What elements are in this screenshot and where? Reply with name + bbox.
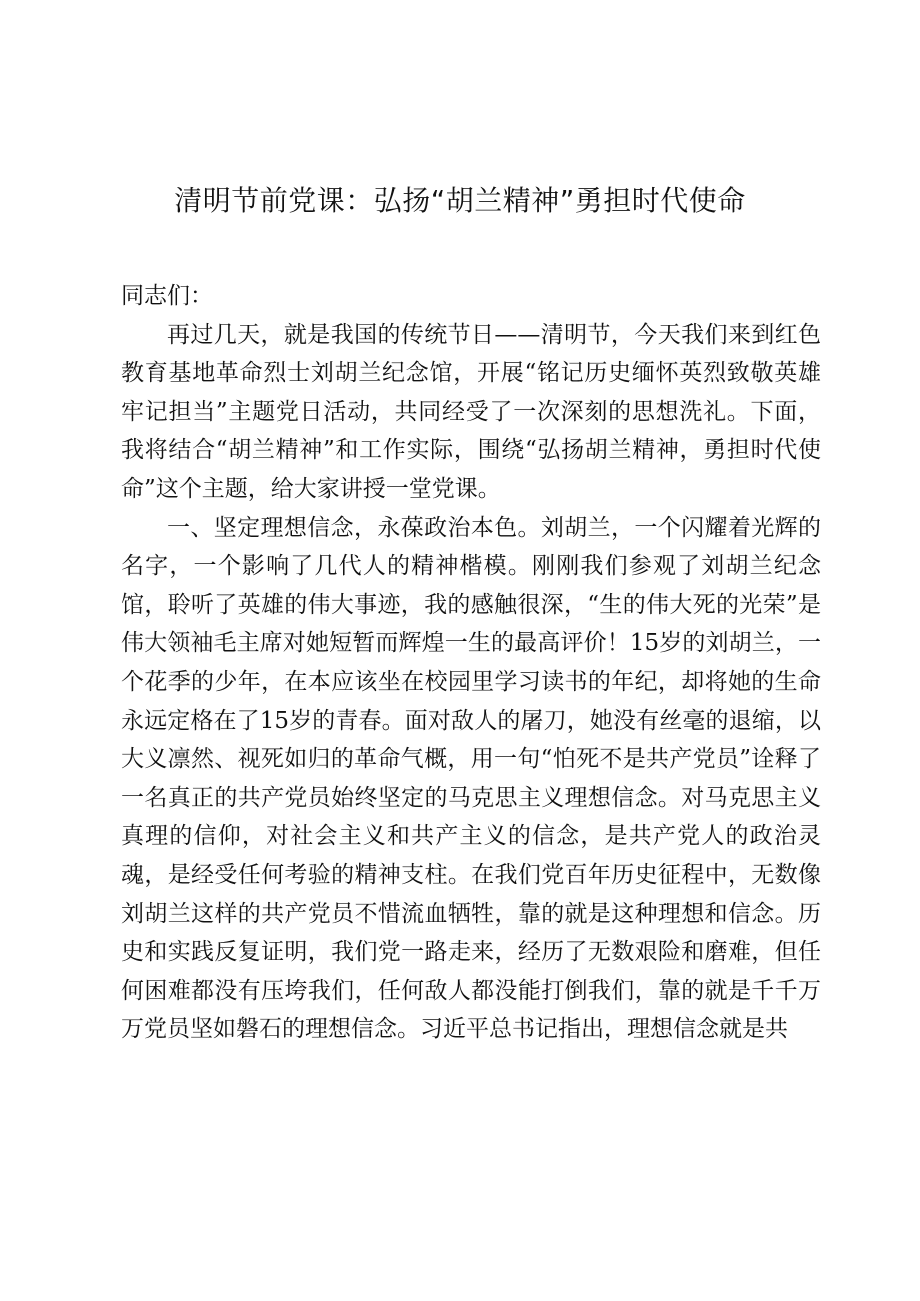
paragraph-intro: 再过几天，就是我国的传统节日——清明节，今天我们来到红色教育基地革命烈士刘胡兰纪念馆，开展“铭记历史缅怀英烈致敬英雄牢记担当”主题党日活动，共同经受了一次深刻的思想洗礼。下面，我将结合“胡兰精神”和工作实际，围绕“弘扬胡兰精神，勇担时代使命”这个主题，给大家讲授一堂党课。 xyxy=(121,321,821,502)
paragraph-section-one: 一、坚定理想信念，永葆政治本色。刘胡兰，一个闪耀着光辉的名字，一个影响了几代人的精神楷模。刚刚我们参观了刘胡兰纪念馆，聆听了英雄的伟大事迹，我的感触很深，“生的伟大死的光荣”是伟大领袖毛主席对她短暂而辉煌一生的最高评价！15岁的刘胡兰，一个花季的少年，在本应该坐在校园里学习读书的年纪，却将她的生命永远定格在了15岁的青春。面对敌人的屠刀，她没有丝毫的退缩，以大义凛然、视死如归的革命气概，用一句“怕死不是共产党员”诠释了一名真正的共产党员始终坚定的马克思主义理想信念。对马克思主义真理的信仰，对社会主义和共产主义的信念，是共产党人的政治灵魂，是经受任何考验的精神支柱。在我们党百年历史征程中，无数像刘胡兰这样的共产党员不惜流血牺牲，靠的就是这种理想和信念。历史和实践反复证明，我们党一路走来，经历了无数艰险和磨难，但任何困难都没有压垮我们，任何敌人都没能打倒我们，靠的就是千千万万党员坚如磐石的理想信念。习近平总书记指出，理想信念就是共 xyxy=(121,514,821,1043)
document-title: 清明节前党课：弘扬“胡兰精神”勇担时代使命 xyxy=(174,184,746,217)
document-body xyxy=(121,277,821,1049)
salutation: 同志们： xyxy=(121,283,213,309)
